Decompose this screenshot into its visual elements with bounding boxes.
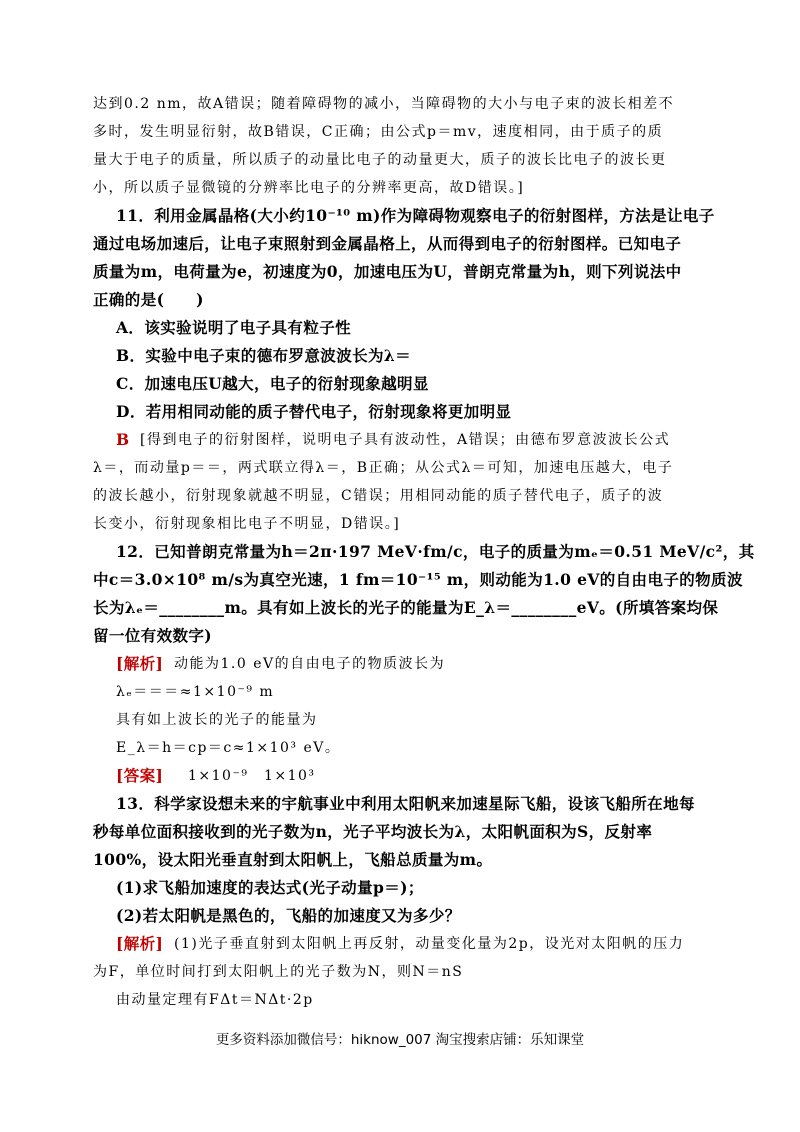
formula-line: λₑ＝＝＝≈1×10⁻⁹ m [116, 684, 275, 700]
text-line: 长变小，衍射现象相比电子不明显，D错误。] [93, 516, 401, 532]
option-a: A．该实验说明了电子具有粒子性 [116, 318, 352, 337]
analysis-label: [解析] [116, 934, 164, 953]
answer-label: B [116, 430, 130, 449]
text-line: 长为λₑ＝________m。具有如上波长的光子的能量为E_λ＝________eV。(所填答案均保 [93, 598, 719, 617]
text-line: 留一位有效数字) [93, 626, 213, 645]
text-line: 具有如上波长的光子的能量为 [116, 712, 318, 728]
text-line: 100%，设太阳光垂直射到太阳帆上，飞船总质量为m。 [93, 850, 493, 869]
text-line: 质量为m，电荷量为e，初速度为0，加速电压为U，普朗克常量为h，则下列说法中 [93, 262, 682, 281]
question-11-text: 11．利用金属晶格(大小约10⁻¹⁰ m)作为障碍物观察电子的衍射图样，方法是让电子 [116, 206, 715, 225]
option-d: D．若用相同动能的质子替代电子，衍射现象将更加明显 [116, 402, 512, 421]
text-line: 中c＝3.0×10⁸ m/s为真空光速，1 fm＝10⁻¹⁵ m，则动能为1.0 eV的自由电子的物质波 [93, 570, 743, 589]
answer-values: 1×10⁻⁹ 1×10³ [188, 768, 316, 784]
sub-question-1: (1)求飞船加速度的表达式(光子动量p＝)； [116, 878, 424, 897]
question-13-text: 13．科学家设想未来的宇航事业中利用太阳帆来加速星际飞船，设该飞船所在地每 [116, 794, 695, 813]
formula-line: 由动量定理有FΔt＝NΔt·2p [116, 992, 314, 1008]
text-line: 动能为1.0 eV的自由电子的物质波长为 [174, 656, 446, 672]
text-line: 通过电场加速后，让电子束照射到金属晶格上，从而得到电子的衍射图样。已知电子 [93, 234, 682, 253]
text-line: 为F，单位时间打到太阳帆上的光子数为N，则N＝nS [93, 964, 464, 980]
formula-line: E_λ＝h＝cp＝c≈1×10³ eV。 [116, 740, 341, 756]
answer-label: [答案] [116, 766, 164, 785]
analysis-label: [解析] [116, 654, 164, 673]
text-line: 量大于电子的质量，所以质子的动量比电子的动量更大，质子的波长比电子的波长更 [93, 152, 667, 168]
text-line: 多时，发生明显衍射，故B错误，C正确；由公式p＝mv，速度相同，由于质子的质 [93, 124, 664, 140]
option-c: C．加速电压U越大，电子的衍射现象越明显 [116, 374, 429, 393]
question-12-text: 12．已知普朗克常量为h＝2π·197 MeV·fm/c，电子的质量为mₑ＝0.51 MeV/c²，其 [116, 542, 755, 561]
option-b: B．实验中电子束的德布罗意波波长为λ＝ [116, 346, 412, 365]
text-line: [得到电子的衍射图样，说明电子具有波动性，A错误；由德布罗意波波长公式 [140, 432, 671, 448]
text-line: 达到0.2 nm，故A错误；随着障碍物的减小，当障碍物的大小与电子束的波长相差不 [93, 96, 675, 112]
text-line: 秒每单位面积接收到的光子数为n，光子平均波长为λ，太阳帆面积为S，反射率 [93, 822, 653, 841]
text-line: 的波长越小，衍射现象就越不明显，C错误；用相同动能的质子替代电子，质子的波 [93, 488, 664, 504]
text-line: λ＝，而动量p＝＝，两式联立得λ＝，B正确；从公式λ＝可知，加速电压越大，电子 [93, 460, 674, 476]
footer-text: 更多资料添加微信号：hiknow_007 淘宝搜索店铺：乐知课堂 [215, 1032, 585, 1048]
text-line: 正确的是( ) [93, 290, 204, 309]
text-line: (1)光子垂直射到太阳帆上再反射，动量变化量为2p，设光对太阳帆的压力 [174, 936, 685, 952]
sub-question-2: (2)若太阳帆是黑色的，飞船的加速度又为多少？ [116, 906, 461, 925]
text-line: 小，所以质子显微镜的分辨率比电子的分辨率更高，故D错误。] [93, 180, 525, 196]
